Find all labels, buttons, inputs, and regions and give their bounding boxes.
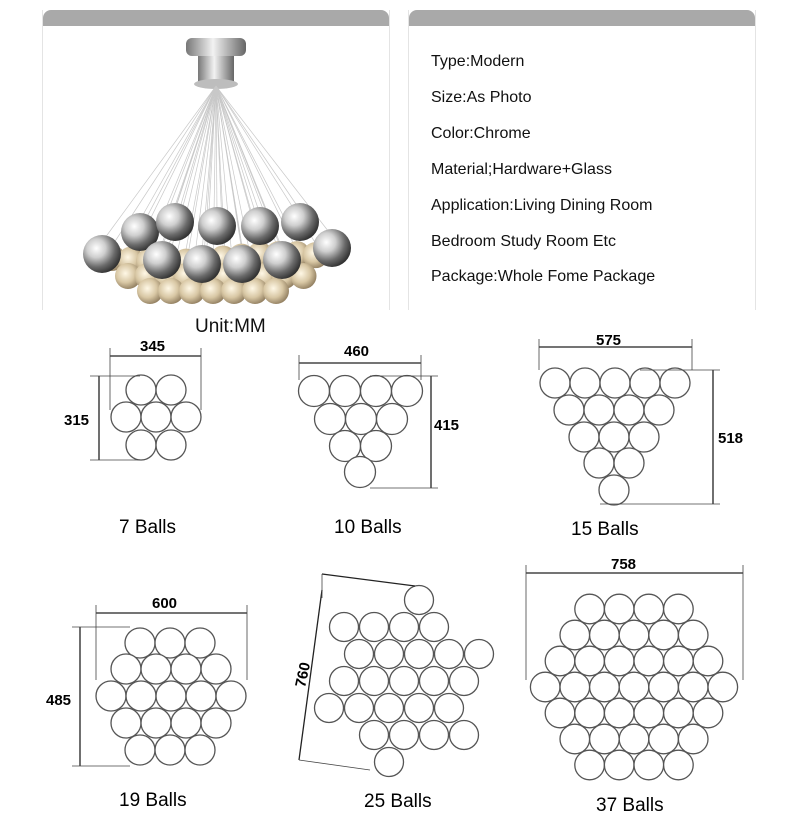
ball	[420, 613, 449, 642]
ball	[450, 721, 479, 750]
spec-package: Package:Whole Fome Package	[431, 268, 656, 285]
ball	[360, 721, 389, 750]
ball	[330, 376, 361, 407]
ball	[420, 721, 449, 750]
ball	[111, 708, 141, 738]
ball	[604, 594, 634, 624]
ball	[435, 694, 464, 723]
ball	[604, 750, 634, 780]
height-label-19: 485	[46, 692, 72, 709]
ball	[390, 613, 419, 642]
width-label-15: 575	[596, 332, 622, 349]
ball	[435, 640, 464, 669]
width-label-19: 600	[152, 595, 178, 612]
ball	[405, 640, 434, 669]
ball	[345, 694, 374, 723]
ball	[570, 368, 600, 398]
ball	[630, 368, 660, 398]
ball	[375, 694, 404, 723]
ball	[634, 698, 664, 728]
ball	[392, 376, 423, 407]
unit-label: Unit:MM	[195, 316, 266, 337]
ball	[201, 654, 231, 684]
ball	[345, 457, 376, 488]
ball	[405, 586, 434, 615]
ball	[125, 628, 155, 658]
ball	[678, 620, 708, 650]
ball	[678, 724, 708, 754]
ball	[390, 667, 419, 696]
ball	[600, 368, 630, 398]
ball	[634, 750, 664, 780]
caption-25-balls: 25 Balls	[364, 791, 432, 812]
ball	[629, 422, 659, 452]
ball	[141, 654, 171, 684]
ball	[330, 613, 359, 642]
width-label-37: 758	[611, 556, 637, 573]
diagram-7-balls	[64, 338, 201, 538]
ball	[141, 402, 171, 432]
ball	[693, 646, 723, 676]
ball	[644, 395, 674, 425]
ball	[649, 724, 679, 754]
ball	[330, 667, 359, 696]
ball	[111, 654, 141, 684]
ball	[346, 404, 377, 435]
ball	[540, 368, 570, 398]
ball	[575, 750, 605, 780]
ball	[126, 681, 156, 711]
ball	[361, 376, 392, 407]
ball	[664, 698, 694, 728]
ball	[201, 708, 231, 738]
ball	[315, 404, 346, 435]
ball	[111, 402, 141, 432]
ball	[575, 594, 605, 624]
ball	[126, 375, 156, 405]
ball	[649, 672, 679, 702]
ball	[390, 721, 419, 750]
ball	[575, 646, 605, 676]
width-label-10: 460	[344, 343, 370, 360]
ball	[141, 708, 171, 738]
ball	[216, 681, 246, 711]
ball	[171, 654, 201, 684]
ball	[545, 698, 575, 728]
ball	[360, 613, 389, 642]
ball	[465, 640, 494, 669]
ball	[584, 395, 614, 425]
ball	[590, 672, 620, 702]
ball	[377, 404, 408, 435]
ball	[560, 724, 590, 754]
ball	[569, 422, 599, 452]
ball	[560, 620, 590, 650]
ball	[155, 735, 185, 765]
ball	[604, 698, 634, 728]
ball	[185, 628, 215, 658]
ball	[664, 750, 694, 780]
diagram-25-balls	[292, 574, 493, 812]
ball	[186, 681, 216, 711]
ball	[405, 694, 434, 723]
spec-application: Application:Living Dining Room	[431, 197, 653, 214]
ball	[156, 681, 186, 711]
ball	[156, 375, 186, 405]
height-label-7: 315	[64, 412, 90, 429]
ball	[360, 667, 389, 696]
ball	[575, 698, 605, 728]
ball	[155, 628, 185, 658]
spec-type: Type:Modern	[431, 53, 525, 70]
ball	[678, 672, 708, 702]
ball	[599, 422, 629, 452]
spec-color: Color:Chrome	[431, 125, 531, 142]
ball	[299, 376, 330, 407]
diagram-10-balls	[299, 343, 460, 538]
ball	[664, 646, 694, 676]
ball	[171, 708, 201, 738]
ball	[664, 594, 694, 624]
ball	[693, 698, 723, 728]
caption-7-balls: 7 Balls	[119, 517, 177, 538]
ball	[614, 448, 644, 478]
ball	[649, 620, 679, 650]
spec-material: Material;Hardware+Glass	[431, 161, 612, 178]
ball	[590, 724, 620, 754]
diagram-15-balls	[539, 332, 743, 540]
ball	[619, 620, 649, 650]
ball	[171, 402, 201, 432]
ball	[315, 694, 344, 723]
ball	[619, 724, 649, 754]
ball	[604, 646, 634, 676]
ball	[584, 448, 614, 478]
ball	[375, 748, 404, 777]
ball	[599, 475, 629, 505]
height-label-10: 415	[434, 417, 460, 434]
ball	[634, 594, 664, 624]
ball	[125, 735, 155, 765]
diagram-37-balls	[526, 556, 743, 816]
height-label-15: 518	[718, 430, 744, 447]
ball	[530, 672, 560, 702]
diagonal-label-25: 760	[292, 660, 315, 689]
ball	[345, 640, 374, 669]
ball	[450, 667, 479, 696]
width-label-7: 345	[140, 338, 166, 355]
ball	[185, 735, 215, 765]
ball	[634, 646, 664, 676]
ball	[560, 672, 590, 702]
ball	[614, 395, 644, 425]
ball	[96, 681, 126, 711]
ball	[708, 672, 738, 702]
caption-37-balls: 37 Balls	[596, 795, 664, 816]
ball	[545, 646, 575, 676]
caption-10-balls: 10 Balls	[334, 517, 402, 538]
ball	[590, 620, 620, 650]
caption-15-balls: 15 Balls	[571, 519, 639, 540]
ball	[375, 640, 404, 669]
caption-19-balls: 19 Balls	[119, 790, 187, 811]
spec-application-rooms: Bedroom Study Room Etc	[431, 233, 616, 250]
ball	[126, 430, 156, 460]
ball	[156, 430, 186, 460]
spec-size: Size:As Photo	[431, 89, 532, 106]
ball	[660, 368, 690, 398]
ball	[554, 395, 584, 425]
ball	[420, 667, 449, 696]
diagram-19-balls	[46, 595, 247, 811]
ball	[619, 672, 649, 702]
